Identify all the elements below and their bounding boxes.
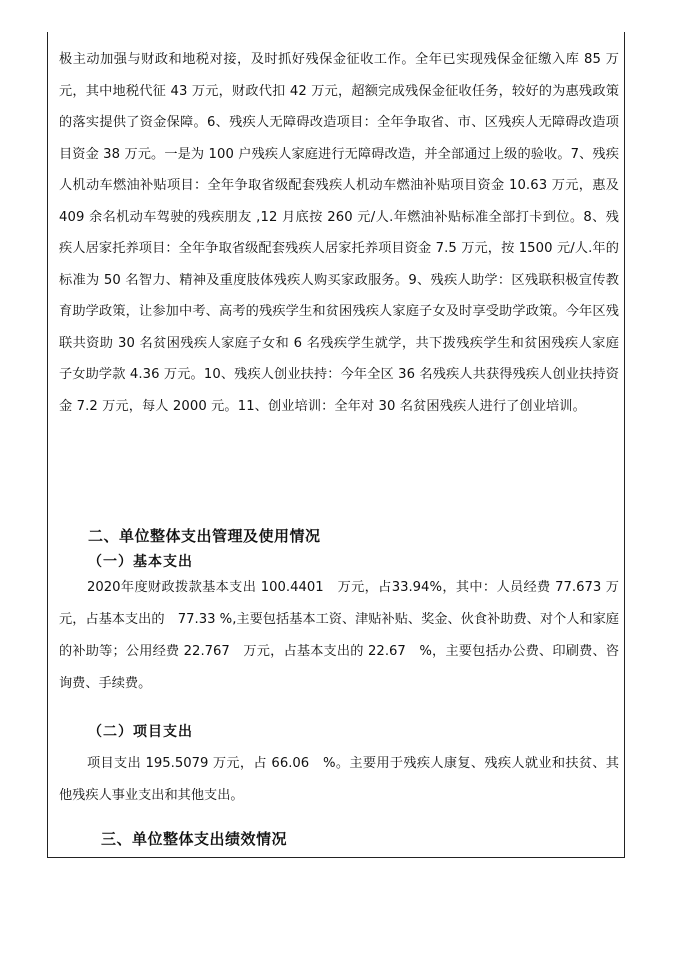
sub-heading-project-expenditure: （二）项目支出 [88,724,193,740]
document-body [59,44,619,422]
sub-heading-basic-expenditure: （一）基本支出 [88,554,193,570]
section-heading-performance: 三、单位整体支出绩效情况 [101,830,288,848]
paragraph-project-expenditure: 项目支出 195.5079 万元，占 66.06 %。主要用于残疾人康复、残疾人就业和扶贫、其他残疾人事业支出和其他支出。 [59,756,619,803]
paragraph-basic-expenditure: 2020年度财政拨款基本支出 100.4401 万元，占33.94%，其中：人员经费 77.673 万元，占基本支出的 77.33 %,主要包括基本工资、津贴补贴、奖金、伙食补助费、对个人和家庭的补助等；公用经费 22.767 万元，占基本支出的 22.67 %，主要包括办公费、印刷费、咨询费、手续费。 [59,580,619,691]
paragraph-projects: 极主动加强与财政和地税对接，及时抓好残保金征收工作。全年已实现残保金征缴入库 85 万元，其中地税代征 43 万元，财政代扣 42 万元，超额完成残保金征收任务，较好的为惠残政策的落实提供了资金保障。6、残疾人无障碍改造项目：全年争取省、市、区残疾人无障碍改造项目资金 38 万元。一是为 100 户残疾人家庭进行无障碍改造，并全部通过上级的验收。7、残疾人机动车燃油补贴项目：全年争取省级配套残疾人机动车燃油补贴项目资金 10.63 万元，惠及 409 余名机动车驾驶的残疾朋友 ,12 月底按 260 元/人.年燃油补贴标准全部打卡到位。8、残疾人居家托养项目：全年争取省级配套残疾人居家托养项目资金 7.5 万元，按 1500 元/人.年的标准为 50 名智力、精神及重度肢体残疾人购买家政服务。9、残疾人助学：区残联积极宣传教育助学政策，让参加中考、高考的残疾学生和贫困残疾人家庭子女及时享受助学政策。今年区残联共资助 30 名贫困残疾人家庭子女和 6 名残疾学生就学，共下拨残疾学生和贫困残疾人家庭子女助学款 4.36 万元。10、残疾人创业扶持：今年全区 36 名残疾人共获得残疾人创业扶持资金 7.2 万元，每人 2000 元。11、创业培训：全年对 30 名贫困残疾人进行了创业培训。 [59,52,619,414]
section-heading-expenditure-management: 二、单位整体支出管理及使用情况 [88,527,321,545]
